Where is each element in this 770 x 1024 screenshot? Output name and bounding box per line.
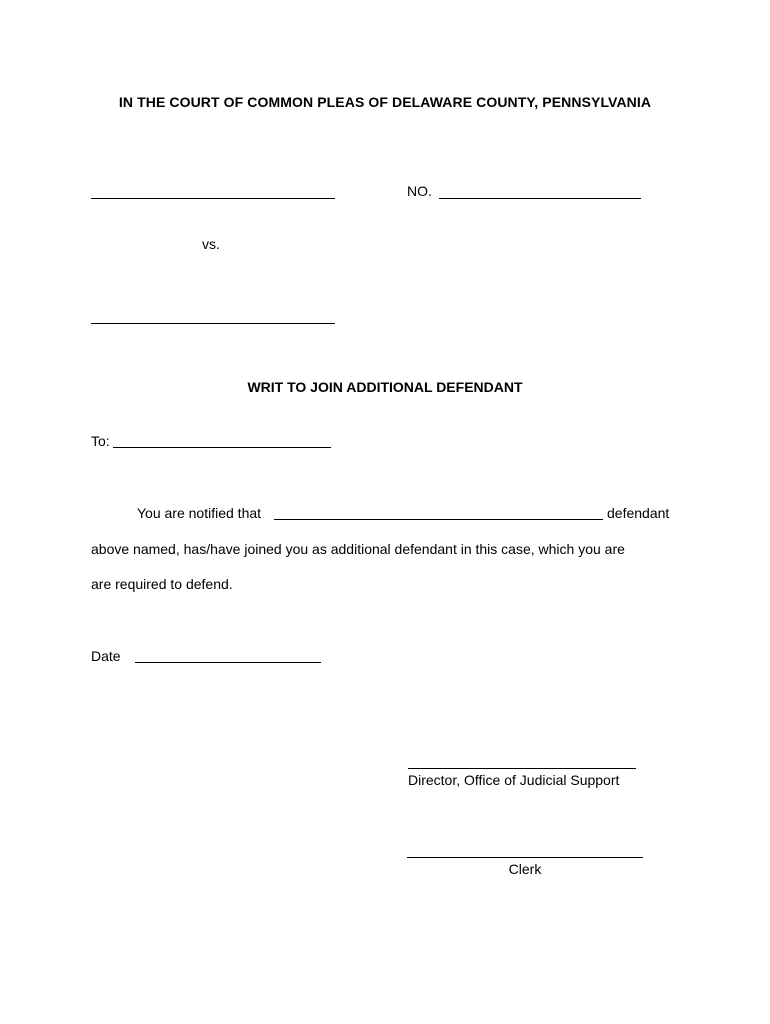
case-number-field[interactable] <box>439 198 641 199</box>
case-number-label: NO. <box>407 183 432 199</box>
notice-text-start: You are notified that <box>137 505 262 521</box>
additional-defendant-field[interactable] <box>113 447 331 448</box>
clerk-signature-line[interactable] <box>407 857 643 858</box>
notice-text-line3: are required to defend. <box>91 576 233 592</box>
notice-defendant-word: defendant <box>607 505 670 521</box>
to-label: To: <box>91 433 110 449</box>
plaintiff-name-field[interactable] <box>91 198 335 199</box>
date-field[interactable] <box>135 662 321 663</box>
writ-title: WRIT TO JOIN ADDITIONAL DEFENDANT <box>247 379 523 395</box>
director-signature-line[interactable] <box>408 768 636 769</box>
director-title: Director, Office of Judicial Support <box>408 772 620 788</box>
defendant-name-field[interactable] <box>91 323 335 324</box>
notice-text-line2: above named, has/have joined you as additional defendant in this case, which you are <box>91 541 625 557</box>
clerk-title: Clerk <box>508 861 542 877</box>
joining-defendant-field[interactable] <box>274 519 603 520</box>
versus-label: vs. <box>202 236 220 252</box>
court-title: IN THE COURT OF COMMON PLEAS OF DELAWARE COUNTY, PENNSYLVANIA <box>118 94 652 110</box>
date-label: Date <box>91 648 121 664</box>
